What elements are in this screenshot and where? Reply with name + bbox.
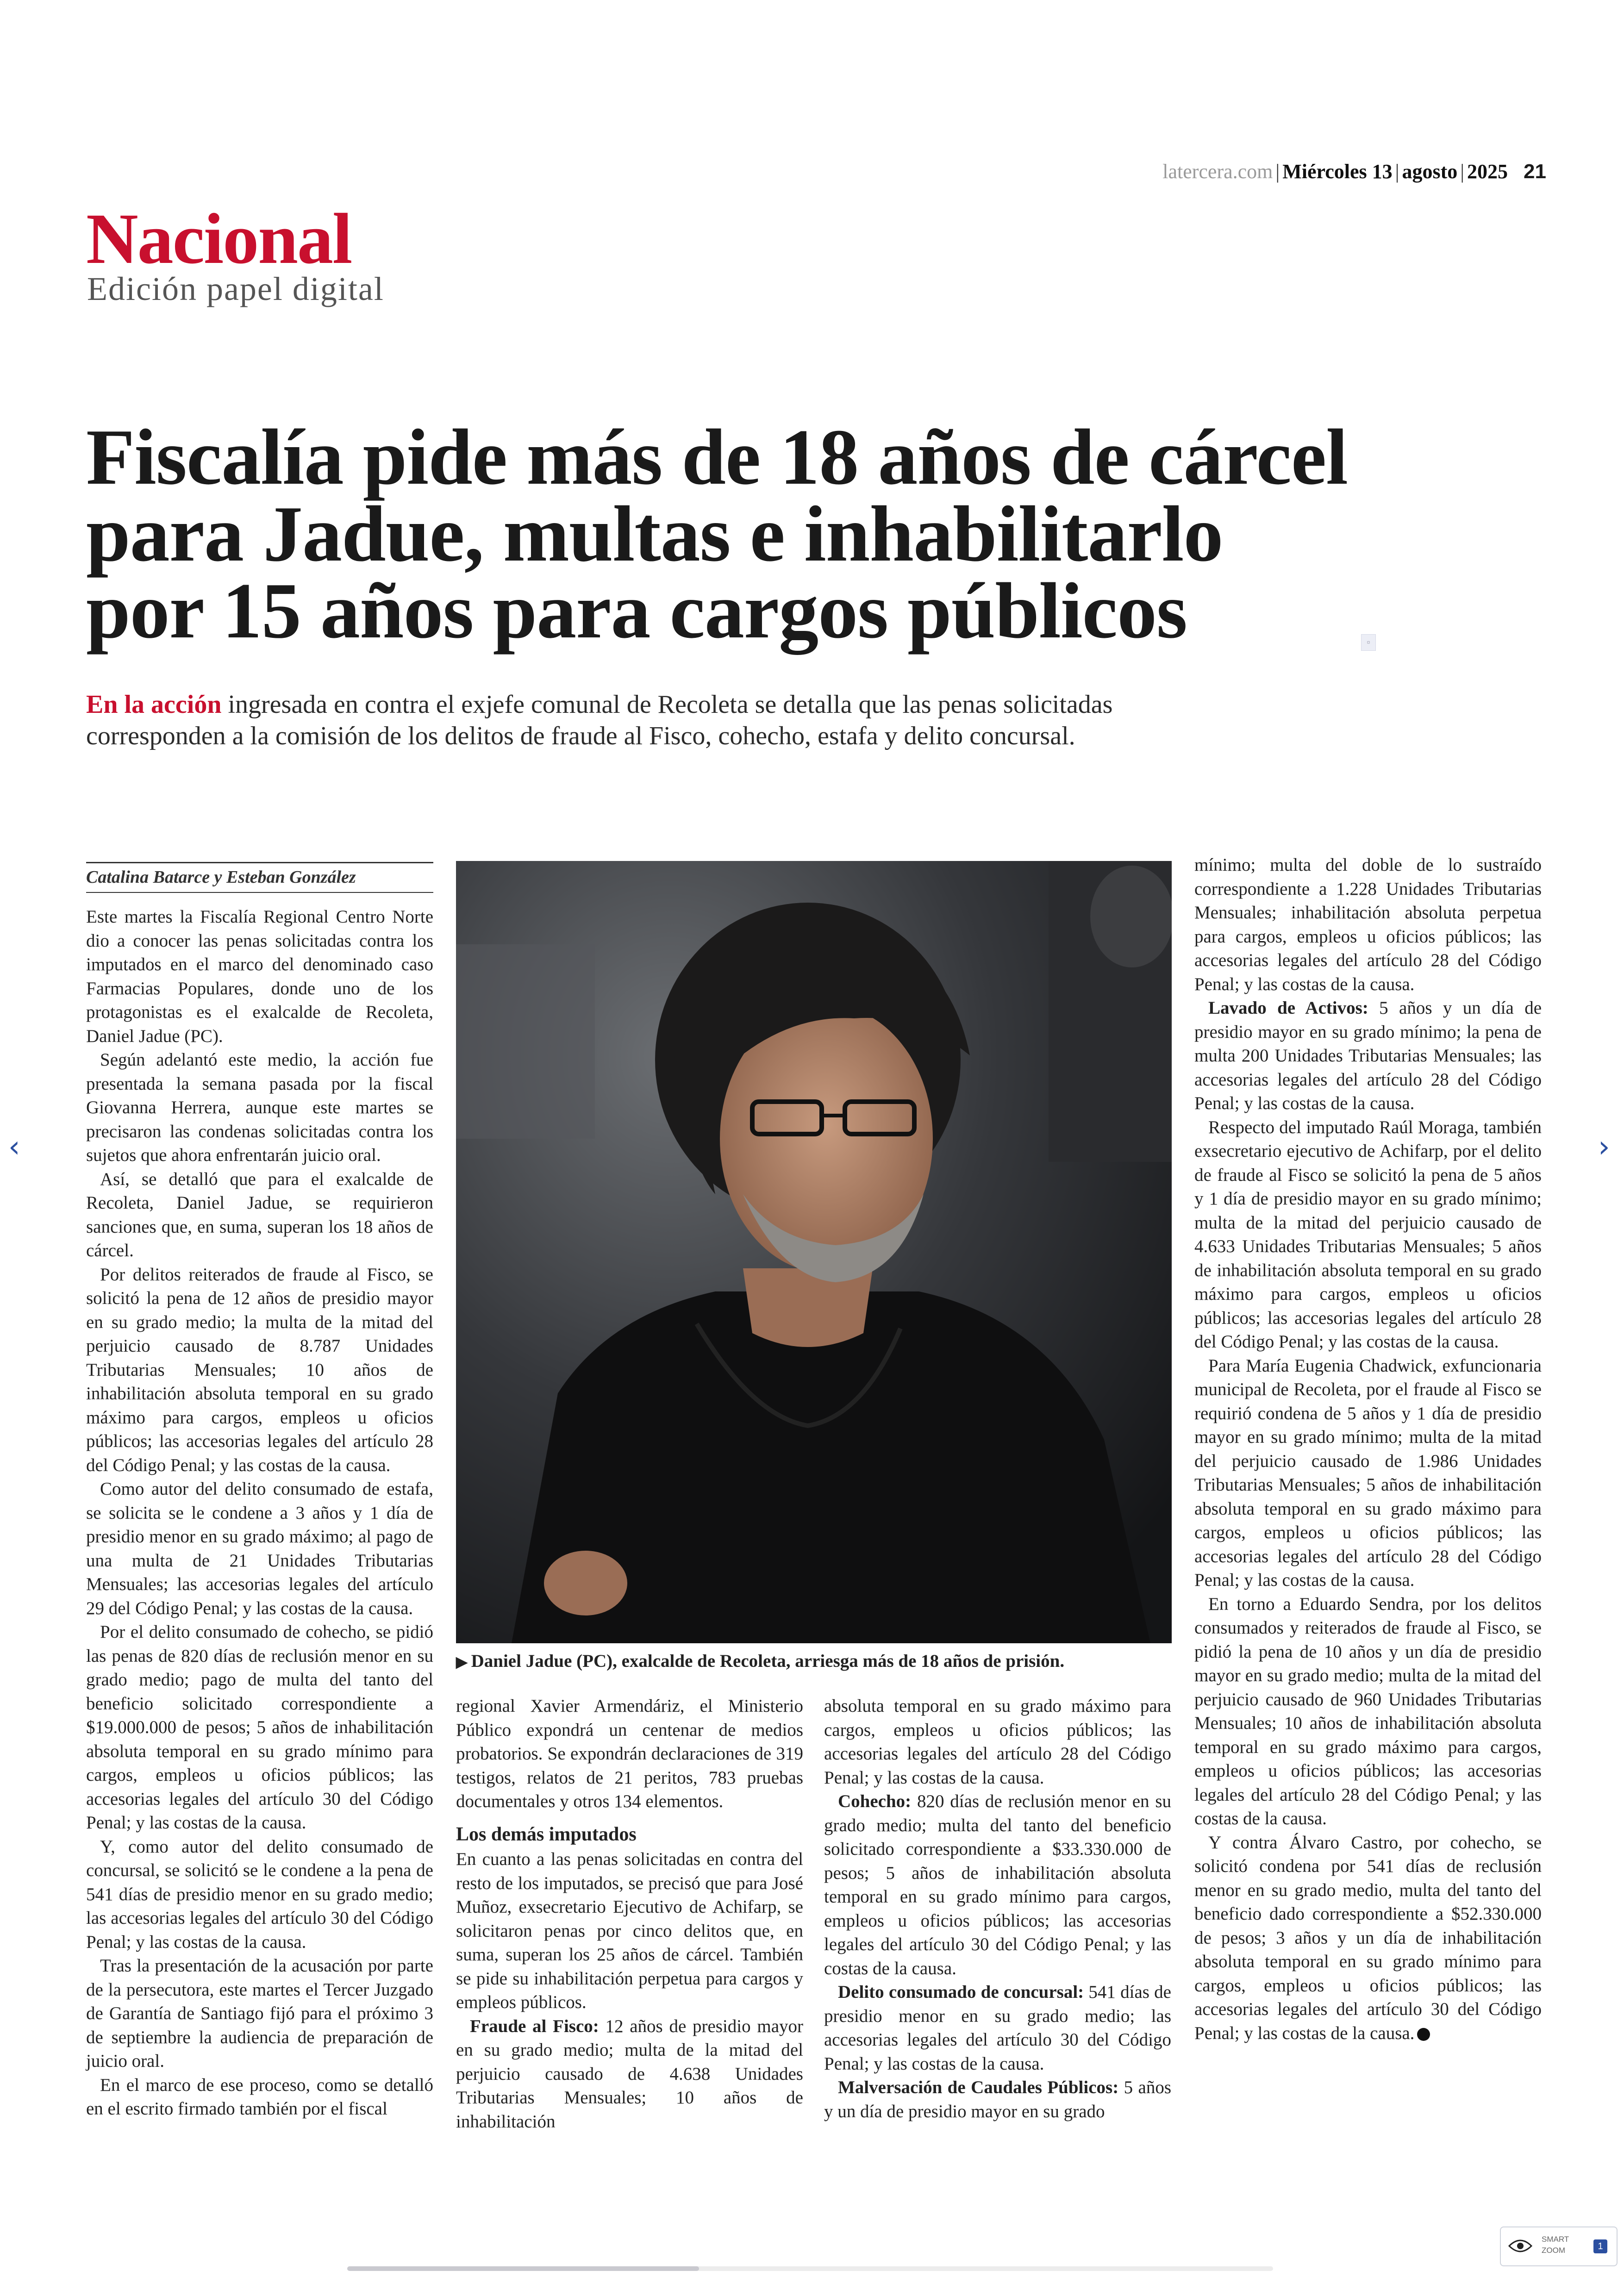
charge-text: 5 años y un día de presidio mayor en su grado mínimo; la pena de multa 200 Unidades Tributarias Mensuales; las accesorias legales del artículo 28 del Código Penal; y las costas de la causa. <box>1194 998 1542 1113</box>
paragraph: Por el delito consumado de cohecho, se pidió las penas de 820 días de reclusión menor en su grado medio; pago de multa del tanto del beneficio solicitado correspondiente a $19.000.000 de pesos; 5 años de inhabilitación absoluta temporal en su grado mínimo para cargos, empleos u oficios públicos; las accesorias legales del artículo 30 del Código Penal; y las costas de la causa. <box>86 1622 433 1833</box>
paragraph: Respecto del imputado Raúl Moraga, también exsecretario ejecutivo de Achifarp, por el delito de fraude al Fisco se solicitó la pena de 5 años y 1 día de presidio mayor en su grado mínimo; multa de la mitad del perjuicio causado de 4.633 Unidades Tributarias Mensuales; 5 años de inhabilitación absoluta temporal en su grado máximo para cargos, empleos u oficios públicos; las accesorias legales del artículo 28 del Código Penal; y las costas de la causa. <box>1194 1117 1542 1352</box>
headline-line: por 15 años para cargos públicos <box>86 567 1187 655</box>
paragraph <box>824 2076 1171 2123</box>
headline-line: Fiscalía pide más de 18 años de cárcel <box>86 413 1348 501</box>
paragraph: regional Xavier Armendáriz, el Ministerio Público expondrá un centenar de medios probatorios. Se expondrán declaraciones de 319 testigos, relatos de 21 peritos, 783 pruebas documentales y otros 134 elementos. <box>456 1696 803 1811</box>
article-column-1 <box>86 905 433 2121</box>
charge-label: Fraude al Fisco: <box>470 2016 599 2036</box>
smart-zoom-button[interactable] <box>1500 2226 1618 2266</box>
paragraph: Para María Eugenia Chadwick, exfuncionaria municipal de Recoleta, por el fraude al Fisco se requirió condena de 5 años y 1 día de presidio mayor en su grado mínimo; multa de la mitad del perjuicio causado de 1.986 Unidades Tributarias Mensuales; 5 años de inhabilitación absoluta temporal en su grado máximo para cargos, empleos u oficios públicos; las accesorias legales del artículo 28 del Código Penal; y las costas de la causa. <box>1194 1355 1542 1590</box>
article-lead <box>86 689 1253 752</box>
smart-zoom-label <box>1542 2234 1569 2256</box>
paragraph-text: Y contra Álvaro Castro, por cohecho, se solicitó condena por 541 días de reclusión menor en su grado medio, multa del tanto del beneficio dado correspondiente a $52.330.000 de pesos; 3 años y un día de inhabilitación absoluta temporal en su grado mínimo para cargos, empleos u oficios públicos; las accesorias legales del artículo 30 del Código Penal; y las costas de la causa. <box>1194 1832 1542 2043</box>
header-weekday: Miércoles 13 <box>1282 160 1393 183</box>
note-icon[interactable]: ▫ <box>1361 634 1376 651</box>
section-subtitle: Edición papel digital <box>87 270 384 307</box>
page-number: 21 <box>1524 160 1546 183</box>
charge-text: 5 años y un día de presidio mayor en su grado <box>824 2077 1171 2121</box>
paragraph <box>824 1980 1171 2076</box>
photo-caption <box>456 1651 1172 1671</box>
reading-progress-fill <box>347 2266 699 2271</box>
charge-text: 820 días de reclusión menor en su grado medio; multa del tanto del beneficio solicitado correspondiente a $33.330.000 de pesos; 5 años de inhabilitación absoluta temporal en su grado mínimo para cargos, empleos u oficios públicos; las accesorias legales del artículo 30 del Código Penal; y las costas de la causa. <box>824 1791 1171 1978</box>
section-title: Nacional <box>86 199 352 279</box>
end-mark-icon <box>1417 2028 1430 2041</box>
subheading: Los demás imputados <box>456 1823 637 1845</box>
caption-triangle-icon: ▶ <box>456 1653 468 1670</box>
paragraph: Como autor del delito consumado de estafa, se solicita se le condene a 3 años y 1 día de presidio menor en su grado máximo; al pago de una multa de 21 Unidades Tributarias Mensuales; las accesorias legales del artículo 29 del Código Penal; y las costas de la causa. <box>86 1479 433 1618</box>
charge-text: 541 días de presidio menor en su grado medio; las accesorias legales del artículo 30 del Código Penal; y las costas de la causa. <box>824 1982 1171 2074</box>
lead-kicker: En la acción <box>86 690 222 719</box>
article-column-3 <box>824 1694 1171 2123</box>
paragraph <box>824 1790 1171 1980</box>
paragraph: En cuanto a las penas solicitadas en contra del resto de los imputados, se precisó que para José Muñoz, exsecretario Ejecutivo de Achifarp, se solicitaron penas por cinco delitos que, en suma, superan los 25 años de cárcel. También se pide su inhabilitación perpetua para cargos y empleos públicos. <box>456 1849 803 2012</box>
headline-line: para Jadue, multas e inhabilitarlo <box>86 490 1223 578</box>
paragraph: Así, se detalló que para el exalcalde de Recoleta, Daniel Jadue, se requirieron sanciones que, en suma, superan los 18 años de cárcel. <box>86 1169 433 1260</box>
previous-page-button[interactable]: ‹ <box>8 1130 20 1164</box>
caption-text: Daniel Jadue (PC), exalcalde de Recoleta, arriesga más de 18 años de prisión. <box>471 1651 1065 1671</box>
paragraph: Por delitos reiterados de fraude al Fisco, se solicitó la pena de 12 años de presidio mayor en su grado medio; la multa de la mitad del perjuicio causado de 8.787 Unidades Tributarias Mensuales; 10 años de inhabilitación absoluta temporal en su grado máximo para cargos, empleos u oficios públicos; las accesorias legales del artículo 28 del Código Penal; y las costas de la causa. <box>86 1264 433 1475</box>
charge-label: Delito consumado de concursal: <box>838 1982 1084 2002</box>
header-month: agosto <box>1402 160 1458 183</box>
article-photo <box>456 861 1172 1643</box>
byline: Catalina Batarce y Esteban González <box>86 862 433 893</box>
paragraph: mínimo; multa del doble de lo sustraído correspondiente a 1.228 Unidades Tributarias Mensuales; inhabilitación absoluta perpetua para cargos, empleos u oficios públicos; las accesorias legales del artículo 28 del Código Penal; y las costas de la causa. <box>1194 855 1542 994</box>
paragraph: En torno a Eduardo Sendra, por los delitos consumados y reiterados de fraude al Fisco, se pidió la pena de 10 años y un día de presidio mayor en su grado medio; multa de la mitad del perjuicio causado de 960 Unidades Tributarias Mensuales; 10 años de inhabilitación absoluta temporal en su grado máximo para cargos, empleos u oficios públicos; las accesorias legales del artículo 28 del Código Penal; y las costas de la causa. <box>1194 1594 1542 1828</box>
charge-label: Malversación de Caudales Públicos: <box>838 2077 1119 2097</box>
article-column-2 <box>456 1694 803 2133</box>
page-header: latercera.com | Miércoles 13 | agosto | 2025 21 <box>1162 160 1546 183</box>
smart-zoom-label-line: SMART <box>1542 2235 1569 2244</box>
smart-zoom-badge: 1 <box>1593 2239 1607 2253</box>
smart-zoom-label-line: ZOOM <box>1542 2246 1565 2255</box>
next-page-button[interactable]: › <box>1598 1130 1610 1164</box>
charge-text: 12 años de presidio mayor en su grado medio; multa de la mitad del perjuicio causado de 4.638 Unidades Tributarias Mensuales; 10 años de inhabilitación <box>456 2016 804 2132</box>
charge-label: Lavado de Activos: <box>1208 998 1368 1018</box>
eye-icon <box>1508 2238 1532 2254</box>
paragraph: Según adelantó este medio, la acción fue presentada la semana pasada por la fiscal Giovanna Herrera, aunque este martes se precisaron las condenas solicitadas contra los sujetos que ahora enfrentarán juicio oral. <box>86 1050 433 1165</box>
lead-text: ingresada en contra el exjefe comunal de Recoleta se detalla que las penas solicitadas corresponden a la comisión de los delitos de fraude al Fisco, cohecho, estafa y delito concursal. <box>86 690 1113 750</box>
article-column-4 <box>1194 853 1542 2045</box>
article-headline <box>86 413 1475 655</box>
paragraph: absoluta temporal en su grado máximo para cargos, empleos u oficios públicos; las accesorias legales del artículo 28 del Código Penal; y las costas de la causa. <box>824 1696 1171 1788</box>
charge-label: Cohecho: <box>838 1791 912 1811</box>
site-name: latercera.com <box>1162 160 1273 183</box>
paragraph <box>456 2014 803 2134</box>
header-year: 2025 <box>1467 160 1508 183</box>
paragraph: Tras la presentación de la acusación por parte de la persecutora, este martes el Tercer Juzgado de Garantía de Santiago fijó para el próximo 3 de septiembre la audiencia de preparación de juicio oral. <box>86 1956 433 2071</box>
paragraph <box>1194 1831 1542 2046</box>
paragraph: En el marco de ese proceso, como se detalló en el escrito firmado también por el fiscal <box>86 2075 433 2119</box>
paragraph: Este martes la Fiscalía Regional Centro Norte dio a conocer las penas solicitadas contra los imputados en el marco del denominado caso Farmacias Populares, donde uno de los protagonistas es el exalcalde de Recoleta, Daniel Jadue (PC). <box>86 907 433 1046</box>
paragraph <box>1194 996 1542 1116</box>
paragraph: Y, como autor del delito consumado de concursal, se solicitó se le condene a la pena de 541 días de presidio menor en su grado medio; las accesorias legales del artículo 30 del Código Penal; y las costas de la causa. <box>86 1836 433 1952</box>
